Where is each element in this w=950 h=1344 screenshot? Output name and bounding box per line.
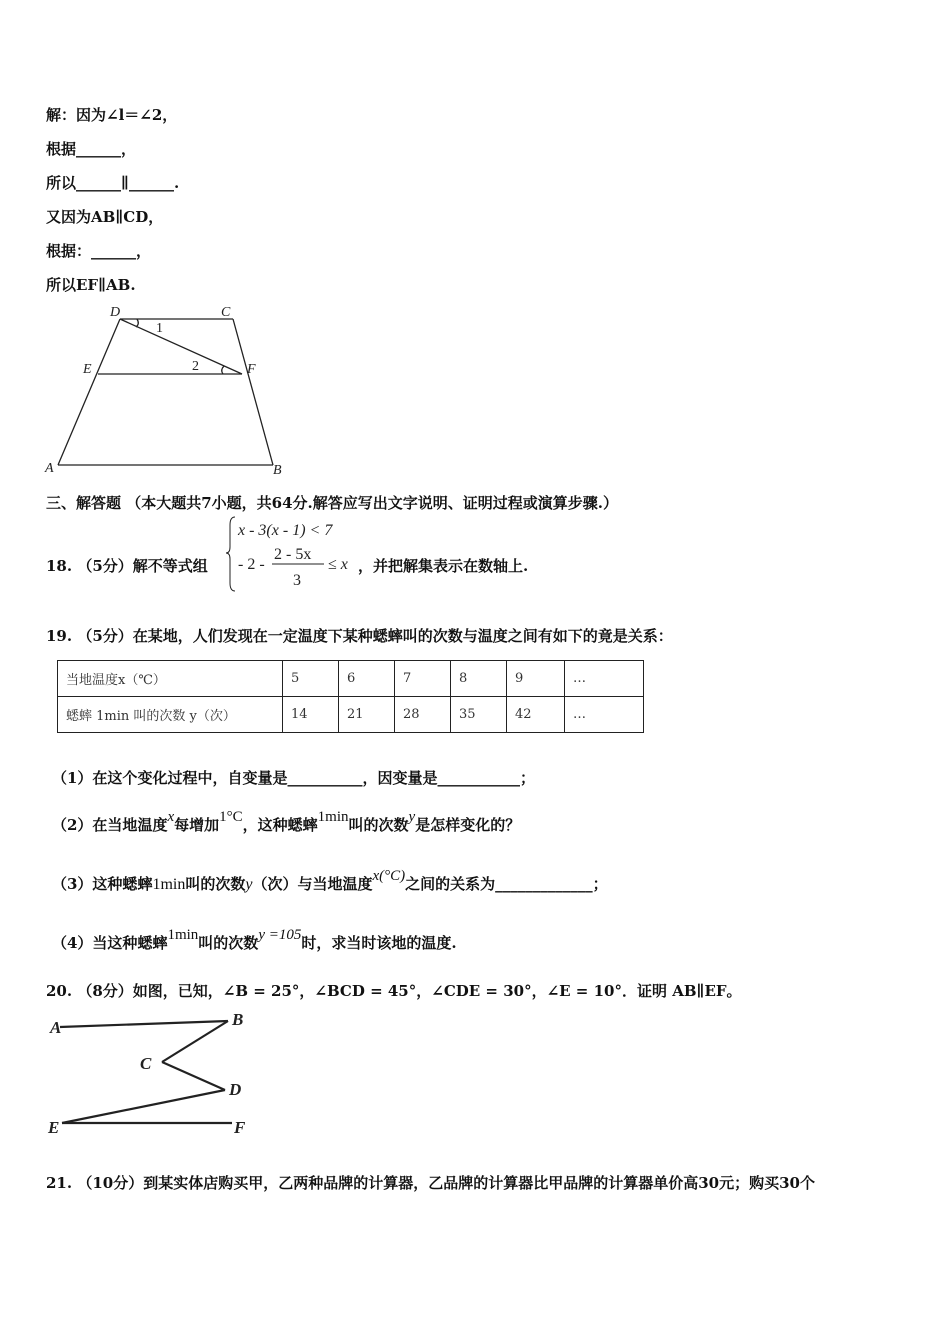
solution-line-3: 所以______∥______. bbox=[46, 174, 180, 192]
label-C: C bbox=[140, 1054, 152, 1073]
table-cell: 8 bbox=[451, 661, 507, 697]
angle-1-label: 1 bbox=[156, 321, 163, 336]
ineq1: x - 3(x - 1) < 7 bbox=[238, 522, 333, 539]
table-cell: 28 bbox=[395, 697, 451, 733]
label-B: B bbox=[273, 463, 282, 478]
table-cell: 9 bbox=[507, 661, 565, 697]
table-cell: 5 bbox=[283, 661, 339, 697]
trapezoid-figure bbox=[40, 300, 300, 480]
q18-prefix: 18. （5分）解不等式组 bbox=[46, 557, 208, 575]
table-cell: … bbox=[565, 661, 644, 697]
label-D: D bbox=[229, 1080, 242, 1099]
label-C: C bbox=[221, 305, 231, 320]
ineq2-right: ≤ x bbox=[328, 556, 348, 573]
q18-suffix: ，并把解集表示在数轴上. bbox=[358, 557, 529, 575]
table-row bbox=[58, 661, 644, 697]
ineq2-left: - 2 - bbox=[238, 556, 265, 573]
label-F: F bbox=[234, 1118, 246, 1137]
table-cell: 6 bbox=[339, 661, 395, 697]
q21-text: 21. （10分）到某实体店购买甲，乙两种品牌的计算器，乙品牌的计算器比甲品牌的计算器单价高30元；购买30个 bbox=[46, 1174, 815, 1192]
ineq2-denominator: 3 bbox=[293, 572, 301, 589]
table-cell: … bbox=[565, 697, 644, 733]
solution-line-5: 根据：______， bbox=[46, 242, 152, 260]
table-cell: 42 bbox=[507, 697, 565, 733]
table-row-label: 当地温度x（℃） bbox=[58, 661, 283, 697]
zigzag-figure bbox=[40, 1005, 270, 1140]
section-title: 三、解答题 （本大题共7小题，共64分.解答应写出文字说明、证明过程或演算步骤.） bbox=[46, 494, 618, 512]
cricket-table bbox=[57, 660, 644, 733]
table-row-label: 蟋蟀 1min 叫的次数 y（次） bbox=[58, 697, 283, 733]
solution-line-6: 所以EF∥AB. bbox=[46, 276, 136, 294]
label-E: E bbox=[83, 362, 92, 377]
solution-line-1: 解：因为∠l＝∠2， bbox=[46, 106, 178, 124]
label-F: F bbox=[247, 362, 256, 377]
ineq2-numerator: 2 - 5x bbox=[274, 546, 312, 563]
q20-stem: 20. （8分）如图，已知，∠B = 25°，∠BCD = 45°，∠CDE = 30°，∠E = 10°．证明 AB∥EF。 bbox=[46, 982, 742, 1000]
q19-part2: （2）在当地温度x每增加1°C，这种蟋蟀1min叫的次数y是怎样变化的？ bbox=[52, 809, 521, 834]
label-A: A bbox=[45, 461, 54, 476]
q19-part1: （1）在这个变化过程中，自变量是__________，因变量是___________； bbox=[52, 769, 535, 787]
solution-line-2: 根据______， bbox=[46, 140, 137, 158]
q19-part3: （3）这种蟋蟀1min叫的次数y（次）与当地温度x(°C)之间的关系为_____________； bbox=[52, 868, 608, 893]
label-E: E bbox=[48, 1118, 60, 1137]
table-cell: 7 bbox=[395, 661, 451, 697]
label-A: A bbox=[50, 1018, 62, 1037]
table-cell: 21 bbox=[339, 697, 395, 733]
table-cell: 35 bbox=[451, 697, 507, 733]
label-D: D bbox=[110, 305, 121, 320]
q19-stem: 19. （5分）在某地，人们发现在一定温度下某种蟋蟀叫的次数与温度之间有如下的竟是关系： bbox=[46, 627, 673, 645]
table-row bbox=[58, 697, 644, 733]
label-B: B bbox=[232, 1010, 244, 1029]
inequality-system bbox=[226, 513, 366, 595]
angle-2-label: 2 bbox=[192, 359, 199, 374]
solution-line-4: 又因为AB∥CD， bbox=[46, 208, 164, 226]
table-cell: 14 bbox=[283, 697, 339, 733]
q19-part4: （4）当这种蟋蟀1min叫的次数y =105时，求当时该地的温度. bbox=[52, 927, 457, 952]
